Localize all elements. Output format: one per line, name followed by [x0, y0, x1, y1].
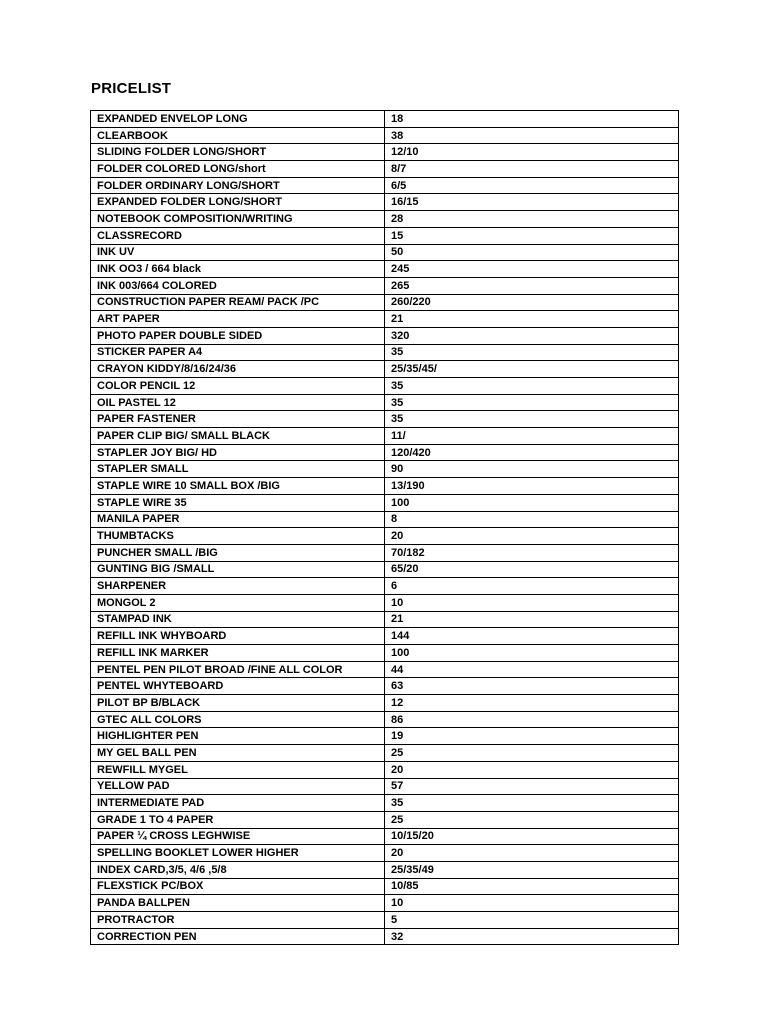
table-row — [91, 561, 679, 578]
price-cell: 21 — [385, 611, 679, 628]
item-name-cell: INK UV — [91, 244, 385, 261]
price-cell: 8/7 — [385, 161, 679, 178]
item-name-cell: PAPER ¼ CROSS LEGHWISE — [91, 828, 385, 845]
table-row — [91, 811, 679, 828]
item-name-cell: THUMBTACKS — [91, 528, 385, 545]
price-cell: 35 — [385, 378, 679, 395]
item-name-cell: MY GEL BALL PEN — [91, 745, 385, 762]
price-cell: 260/220 — [385, 294, 679, 311]
price-cell: 100 — [385, 494, 679, 511]
table-row — [91, 227, 679, 244]
price-cell: 38 — [385, 127, 679, 144]
price-cell: 25 — [385, 811, 679, 828]
price-cell: 35 — [385, 394, 679, 411]
price-cell: 10/15/20 — [385, 828, 679, 845]
price-cell: 32 — [385, 928, 679, 945]
price-cell: 16/15 — [385, 194, 679, 211]
item-name-cell: INK 003/664 COLORED — [91, 277, 385, 294]
price-cell: 120/420 — [385, 444, 679, 461]
price-cell: 6/5 — [385, 177, 679, 194]
pricelist-table — [90, 110, 679, 945]
item-name-cell: OIL PASTEL 12 — [91, 394, 385, 411]
price-cell: 65/20 — [385, 561, 679, 578]
item-name-cell: MONGOL 2 — [91, 594, 385, 611]
table-row — [91, 578, 679, 595]
price-cell: 25/35/49 — [385, 861, 679, 878]
table-row — [91, 912, 679, 929]
price-cell: 21 — [385, 311, 679, 328]
price-cell: 5 — [385, 912, 679, 929]
table-row — [91, 795, 679, 812]
item-name-cell: REFILL INK WHYBOARD — [91, 628, 385, 645]
table-row — [91, 828, 679, 845]
table-row — [91, 144, 679, 161]
item-name-cell: COLOR PENCIL 12 — [91, 378, 385, 395]
price-cell: 50 — [385, 244, 679, 261]
table-row — [91, 261, 679, 278]
item-name-cell: YELLOW PAD — [91, 778, 385, 795]
table-row — [91, 161, 679, 178]
item-name-cell: INK OO3 / 664 black — [91, 261, 385, 278]
table-row — [91, 628, 679, 645]
item-name-cell: CLASSRECORD — [91, 227, 385, 244]
table-row — [91, 127, 679, 144]
item-name-cell: EXPANDED FOLDER LONG/SHORT — [91, 194, 385, 211]
table-row — [91, 394, 679, 411]
price-cell: 35 — [385, 344, 679, 361]
price-cell: 35 — [385, 411, 679, 428]
item-name-cell: MANILA PAPER — [91, 511, 385, 528]
table-row — [91, 878, 679, 895]
table-row — [91, 645, 679, 662]
item-name-cell: FLEXSTICK PC/BOX — [91, 878, 385, 895]
item-name-cell: GRADE 1 TO 4 PAPER — [91, 811, 385, 828]
table-row — [91, 728, 679, 745]
item-name-cell: CONSTRUCTION PAPER REAM/ PACK /PC — [91, 294, 385, 311]
item-name-cell: PROTRACTOR — [91, 912, 385, 929]
price-cell: 28 — [385, 211, 679, 228]
item-name-cell: PAPER FASTENER — [91, 411, 385, 428]
table-row — [91, 678, 679, 695]
item-name-cell: INDEX CARD,3/5, 4/6 ,5/8 — [91, 861, 385, 878]
table-row — [91, 928, 679, 945]
page-title: PRICELIST — [91, 80, 172, 97]
table-row — [91, 361, 679, 378]
item-name-cell: REFILL INK MARKER — [91, 645, 385, 662]
price-cell: 70/182 — [385, 544, 679, 561]
table-row — [91, 661, 679, 678]
table-row — [91, 194, 679, 211]
price-cell: 57 — [385, 778, 679, 795]
table-row — [91, 111, 679, 128]
price-cell: 245 — [385, 261, 679, 278]
item-name-cell: SPELLING BOOKLET LOWER HIGHER — [91, 845, 385, 862]
pricelist-body — [91, 111, 679, 945]
price-cell: 8 — [385, 511, 679, 528]
table-row — [91, 461, 679, 478]
table-row — [91, 711, 679, 728]
price-cell: 13/190 — [385, 478, 679, 495]
item-name-cell: GTEC ALL COLORS — [91, 711, 385, 728]
price-cell: 86 — [385, 711, 679, 728]
item-name-cell: CORRECTION PEN — [91, 928, 385, 945]
price-cell: 20 — [385, 528, 679, 545]
item-name-cell: ART PAPER — [91, 311, 385, 328]
price-cell: 25/35/45/ — [385, 361, 679, 378]
table-row — [91, 277, 679, 294]
price-cell: 12 — [385, 695, 679, 712]
item-name-cell: STAPLER JOY BIG/ HD — [91, 444, 385, 461]
table-row — [91, 378, 679, 395]
item-name-cell: PANDA BALLPEN — [91, 895, 385, 912]
item-name-cell: STAPLE WIRE 35 — [91, 494, 385, 511]
price-cell: 90 — [385, 461, 679, 478]
price-cell: 63 — [385, 678, 679, 695]
table-row — [91, 327, 679, 344]
item-name-cell: STAPLE WIRE 10 SMALL BOX /BIG — [91, 478, 385, 495]
price-cell: 10 — [385, 594, 679, 611]
table-row — [91, 311, 679, 328]
item-name-cell: REWFILL MYGEL — [91, 761, 385, 778]
item-name-cell: FOLDER COLORED LONG/short — [91, 161, 385, 178]
item-name-cell: STICKER PAPER A4 — [91, 344, 385, 361]
price-cell: 10/85 — [385, 878, 679, 895]
table-row — [91, 177, 679, 194]
item-name-cell: EXPANDED ENVELOP LONG — [91, 111, 385, 128]
table-row — [91, 778, 679, 795]
price-cell: 320 — [385, 327, 679, 344]
table-row — [91, 244, 679, 261]
item-name-cell: INTERMEDIATE PAD — [91, 795, 385, 812]
table-row — [91, 211, 679, 228]
table-row — [91, 511, 679, 528]
item-name-cell: PAPER CLIP BIG/ SMALL BLACK — [91, 428, 385, 445]
item-name-cell: CRAYON KIDDY/8/16/24/36 — [91, 361, 385, 378]
price-cell: 144 — [385, 628, 679, 645]
table-row — [91, 761, 679, 778]
item-name-cell: FOLDER ORDINARY LONG/SHORT — [91, 177, 385, 194]
price-cell: 25 — [385, 745, 679, 762]
item-name-cell: PILOT BP B/BLACK — [91, 695, 385, 712]
item-name-cell: PENTEL WHYTEBOARD — [91, 678, 385, 695]
table-row — [91, 478, 679, 495]
price-cell: 6 — [385, 578, 679, 595]
table-row — [91, 494, 679, 511]
price-cell: 44 — [385, 661, 679, 678]
price-cell: 19 — [385, 728, 679, 745]
table-row — [91, 861, 679, 878]
price-cell: 18 — [385, 111, 679, 128]
price-cell: 265 — [385, 277, 679, 294]
item-name-cell: NOTEBOOK COMPOSITION/WRITING — [91, 211, 385, 228]
table-row — [91, 294, 679, 311]
price-cell: 15 — [385, 227, 679, 244]
price-cell: 20 — [385, 845, 679, 862]
item-name-cell: SHARPENER — [91, 578, 385, 595]
price-cell: 100 — [385, 645, 679, 662]
table-row — [91, 411, 679, 428]
item-name-cell: PUNCHER SMALL /BIG — [91, 544, 385, 561]
price-cell: 12/10 — [385, 144, 679, 161]
price-cell: 10 — [385, 895, 679, 912]
table-row — [91, 895, 679, 912]
table-row — [91, 745, 679, 762]
table-row — [91, 611, 679, 628]
table-row — [91, 845, 679, 862]
table-row — [91, 528, 679, 545]
table-row — [91, 428, 679, 445]
price-cell: 35 — [385, 795, 679, 812]
table-row — [91, 544, 679, 561]
price-cell: 11/ — [385, 428, 679, 445]
item-name-cell: STAPLER SMALL — [91, 461, 385, 478]
item-name-cell: HIGHLIGHTER PEN — [91, 728, 385, 745]
table-row — [91, 444, 679, 461]
item-name-cell: PHOTO PAPER DOUBLE SIDED — [91, 327, 385, 344]
table-row — [91, 594, 679, 611]
price-cell: 20 — [385, 761, 679, 778]
table-row — [91, 344, 679, 361]
item-name-cell: PENTEL PEN PILOT BROAD /FINE ALL COLOR — [91, 661, 385, 678]
item-name-cell: SLIDING FOLDER LONG/SHORT — [91, 144, 385, 161]
item-name-cell: STAMPAD INK — [91, 611, 385, 628]
item-name-cell: CLEARBOOK — [91, 127, 385, 144]
item-name-cell: GUNTING BIG /SMALL — [91, 561, 385, 578]
table-row — [91, 695, 679, 712]
